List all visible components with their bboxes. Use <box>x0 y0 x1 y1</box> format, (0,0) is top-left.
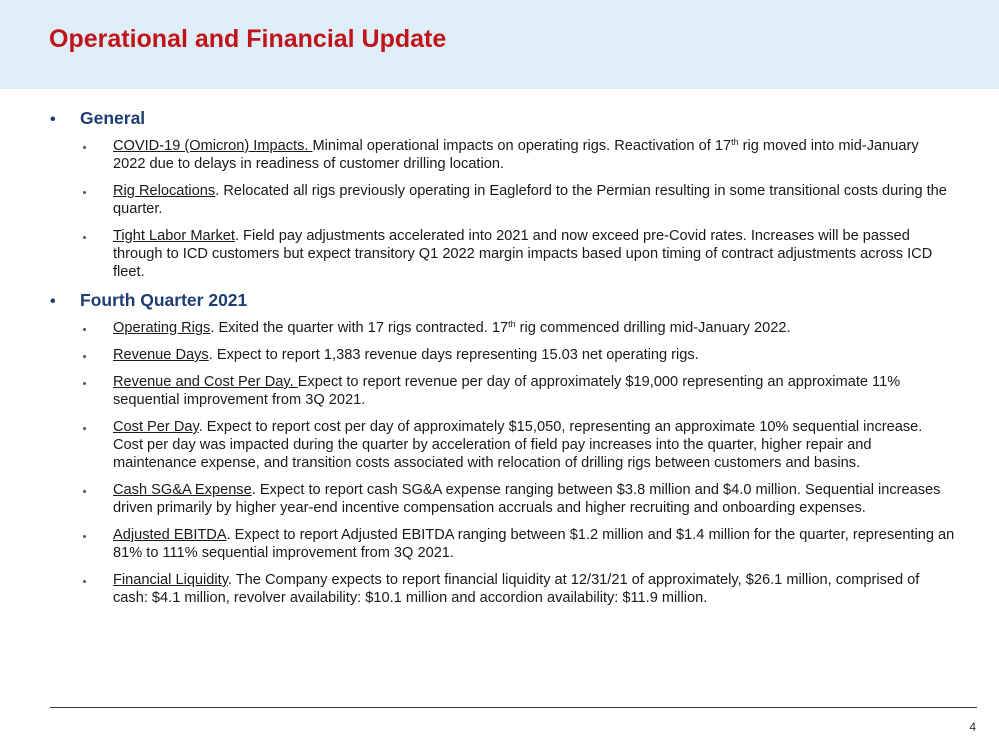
list-item <box>50 526 955 562</box>
item-text <box>113 137 955 173</box>
section-heading <box>50 108 955 129</box>
bullet-dot-icon: • <box>50 111 56 128</box>
section-heading-text: Fourth Quarter 2021 <box>80 290 248 310</box>
item-body: . The Company expects to report financial liquidity at 12/31/21 of approximately, $26.1 million, comprised of cash: $4.1 million, revolver availability: $10.1 million and accordion availability: $11.9 million. <box>113 572 920 606</box>
item-lead: Cash SG&A Expense <box>113 482 252 498</box>
small-bullet-icon <box>50 481 113 499</box>
slide-content <box>50 108 955 616</box>
item-body: . Relocated all rigs previously operating in Eagleford to the Permian resulting in some transitional costs during the quarter. <box>113 183 947 217</box>
item-lead: Cost Per Day <box>113 419 199 435</box>
item-text <box>113 346 955 364</box>
item-text <box>113 526 955 562</box>
item-lead: Rig Relocations <box>113 183 216 199</box>
list-item <box>50 182 955 218</box>
footer-divider <box>50 707 977 708</box>
small-bullet-icon <box>50 137 113 155</box>
item-body: . Field pay adjustments accelerated into 2021 and now exceed pre-Covid rates. Increases will be passed through to ICD customers but expect transitory Q1 2022 margin impacts based upon timing of contract adjustments across ICD fleet. <box>113 228 933 280</box>
item-lead: Tight Labor Market <box>113 228 235 244</box>
item-body: . Expect to report cash SG&A expense ranging between $3.8 million and $4.0 million. Sequential increases driven primarily by higher year-end incentive compensation accruals and higher recruiting and onboarding expenses. <box>113 482 941 516</box>
item-superscript: th <box>731 137 739 147</box>
section-fourth-quarter <box>50 290 955 607</box>
bullet-dot-icon: • <box>50 293 56 310</box>
item-superscript: th <box>508 319 516 329</box>
list-item <box>50 571 955 607</box>
list-item <box>50 481 955 517</box>
list-item <box>50 319 955 337</box>
item-body-cont: rig commenced drilling mid-January 2022. <box>515 320 791 336</box>
item-lead: Adjusted EBITDA <box>113 527 227 543</box>
item-lead: COVID-19 (Omicron) Impacts. <box>113 138 313 154</box>
small-bullet-icon <box>50 571 113 589</box>
list-item <box>50 227 955 281</box>
list-item <box>50 418 955 472</box>
item-text <box>113 227 955 281</box>
item-lead: Operating Rigs <box>113 320 211 336</box>
section-general <box>50 108 955 281</box>
bullet-list <box>50 319 955 607</box>
item-lead: Revenue Days <box>113 347 209 363</box>
item-body: . Exited the quarter with 17 rigs contracted. 17 <box>210 320 509 336</box>
item-lead: Revenue and Cost Per Day. <box>113 374 298 390</box>
item-text <box>113 571 955 607</box>
small-bullet-icon <box>50 373 113 391</box>
list-item <box>50 137 955 173</box>
small-bullet-icon <box>50 418 113 436</box>
small-bullet-icon <box>50 319 113 337</box>
section-heading <box>50 290 955 311</box>
page-title: Operational and Financial Update <box>49 25 447 53</box>
list-item <box>50 346 955 364</box>
bullet-list <box>50 137 955 281</box>
item-body: Minimal operational impacts on operating rigs. Reactivation of 17 <box>312 138 732 154</box>
page-number: 4 <box>969 720 976 734</box>
item-body: . Expect to report 1,383 revenue days representing 15.03 net operating rigs. <box>208 347 699 363</box>
small-bullet-icon <box>50 227 113 245</box>
title-banner <box>0 0 999 89</box>
small-bullet-icon <box>50 526 113 544</box>
list-item <box>50 373 955 409</box>
item-body: . Expect to report cost per day of approximately $15,050, representing an approximate 10% sequential increase. Cost per day was impacted during the quarter by acceleration of field pay increases into the quarter, higher repair and maintenance expense, and transition costs associated with relocation of drilling rigs between customers and basins. <box>113 419 923 471</box>
item-body: . Expect to report Adjusted EBITDA ranging between $1.2 million and $1.4 million for the quarter, representing an 81% to 111% sequential improvement from 3Q 2021. <box>113 527 955 561</box>
item-text <box>113 418 955 472</box>
item-lead: Financial Liquidity <box>113 572 228 588</box>
item-text <box>113 319 955 337</box>
item-text <box>113 481 955 517</box>
item-body-cont: rig moved into mid-January 2022 due to delays in readiness of customer drilling location. <box>113 138 919 172</box>
section-heading-text: General <box>80 108 146 128</box>
small-bullet-icon <box>50 182 113 200</box>
item-body: Expect to report revenue per day of approximately $19,000 representing an approximate 11% sequential improvement from 3Q 2021. <box>113 374 901 408</box>
item-text <box>113 373 955 409</box>
item-text <box>113 182 955 218</box>
small-bullet-icon <box>50 346 113 364</box>
